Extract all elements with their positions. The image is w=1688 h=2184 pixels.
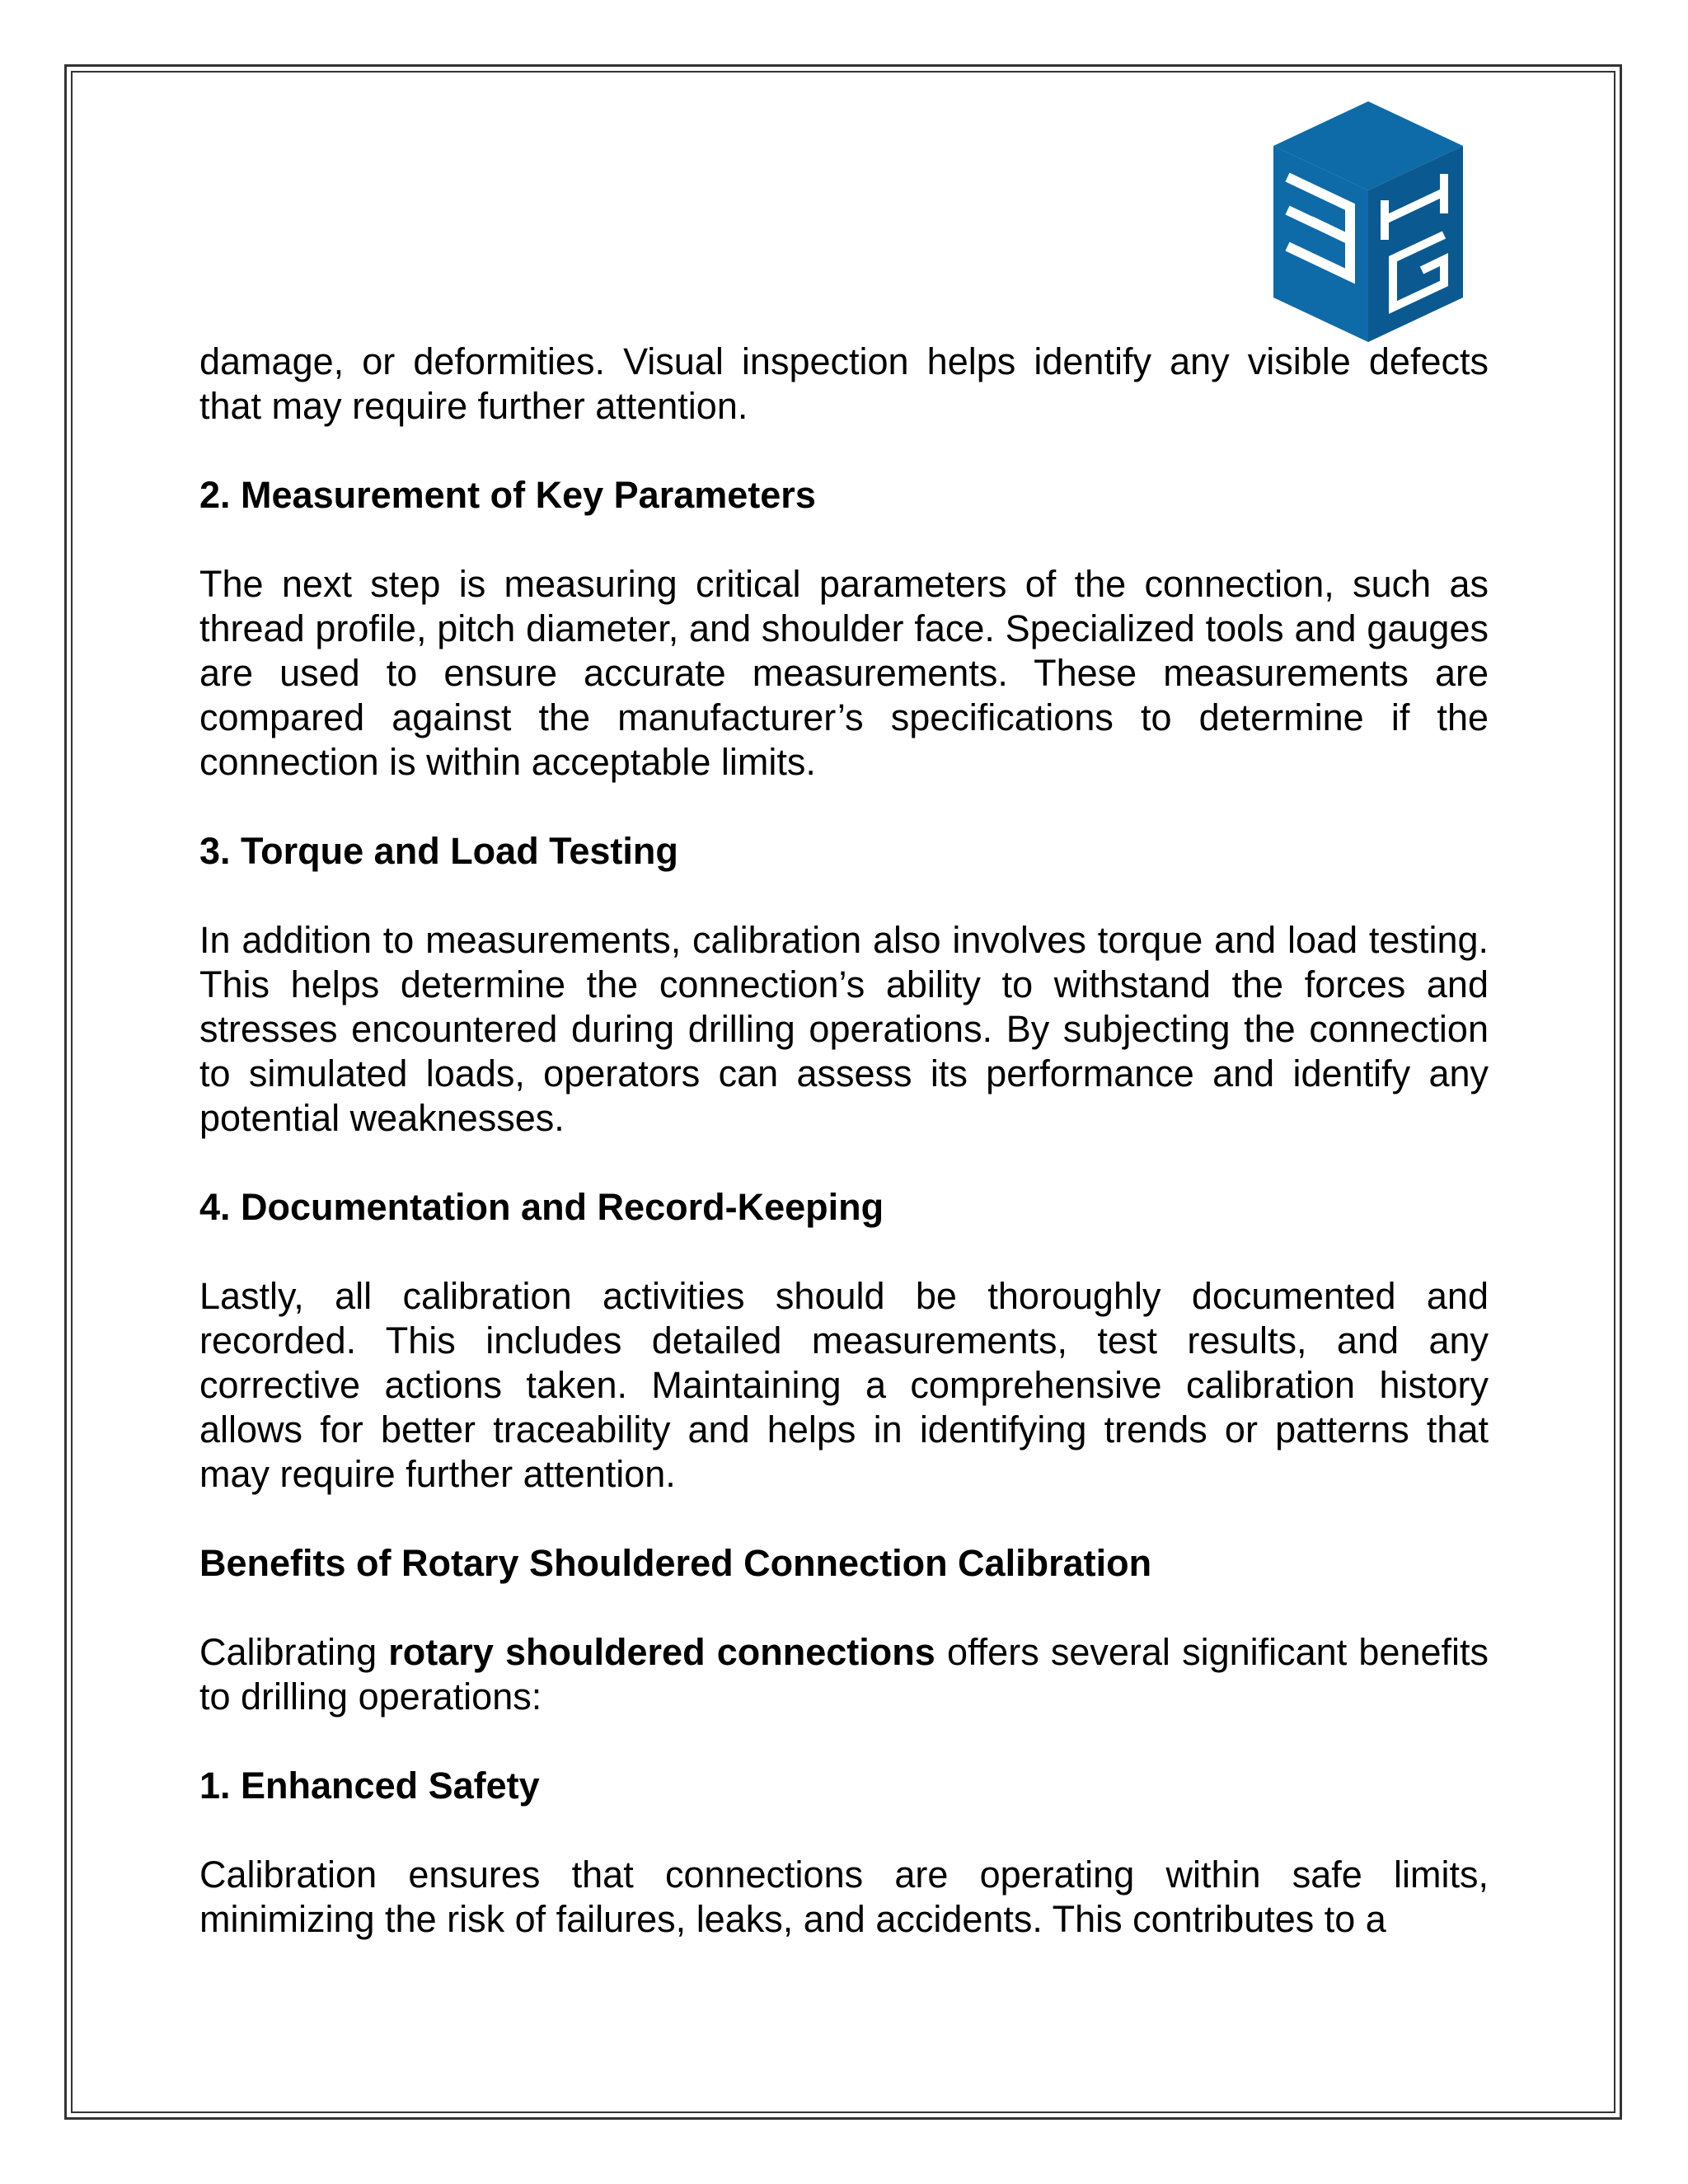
heading-torque-load-testing: 3. Torque and Load Testing [199, 830, 678, 872]
heading-benefits: Benefits of Rotary Shouldered Connection Calibration [199, 1542, 1152, 1584]
heading-documentation-record-keeping: 4. Documentation and Record-Keeping [199, 1186, 884, 1228]
heading-enhanced-safety: 1. Enhanced Safety [199, 1765, 540, 1807]
company-logo [1261, 95, 1475, 350]
paragraph-documentation: Lastly, all calibration activities should be thoroughly documented and recorded. This includes detailed measurements, test results, and any corrective actions taken. Maintaining a comprehensive calibration history allows for better traceability and helps in identifying trends or patterns that may require further attention. [199, 1275, 1489, 1495]
paragraph-benefits-intro [199, 1630, 1489, 1719]
heading-measurement-key-parameters: 2. Measurement of Key Parameters [199, 474, 816, 516]
benefits-intro-after: offers several significant benefits to drilling operations: [199, 1631, 1489, 1718]
paragraph-torque-load: In addition to measurements, calibration also involves torque and load testing. This helps determine the connection’s ability to withstand the forces and stresses encountered during drilling operations. By subjecting the connection to simulated loads, operators can assess its performance and identify any potential weaknesses. [199, 919, 1489, 1139]
paragraph-measurement: The next step is measuring critical parameters of the connection, such as thread profile, pitch diameter, and shoulder face. Specialized tools and gauges are used to ensure accurate measurements. These measurements are compared against the manufacturer’s specifications to determine if the connection is within acceptable limits. [199, 563, 1489, 783]
paragraph-enhanced-safety: Calibration ensures that connections are operating within safe limits, minimizing the risk of failures, leaks, and accidents. This contributes to a [199, 1854, 1489, 1940]
link-rotary-shouldered-connections[interactable]: rotary shouldered connections [388, 1631, 935, 1673]
paragraph-visual-inspection-end: damage, or deformities. Visual inspection helps identify any visible defects that may require further attention. [199, 340, 1489, 427]
benefits-intro-before: Calibrating [199, 1631, 389, 1673]
document-body [199, 340, 1489, 1942]
